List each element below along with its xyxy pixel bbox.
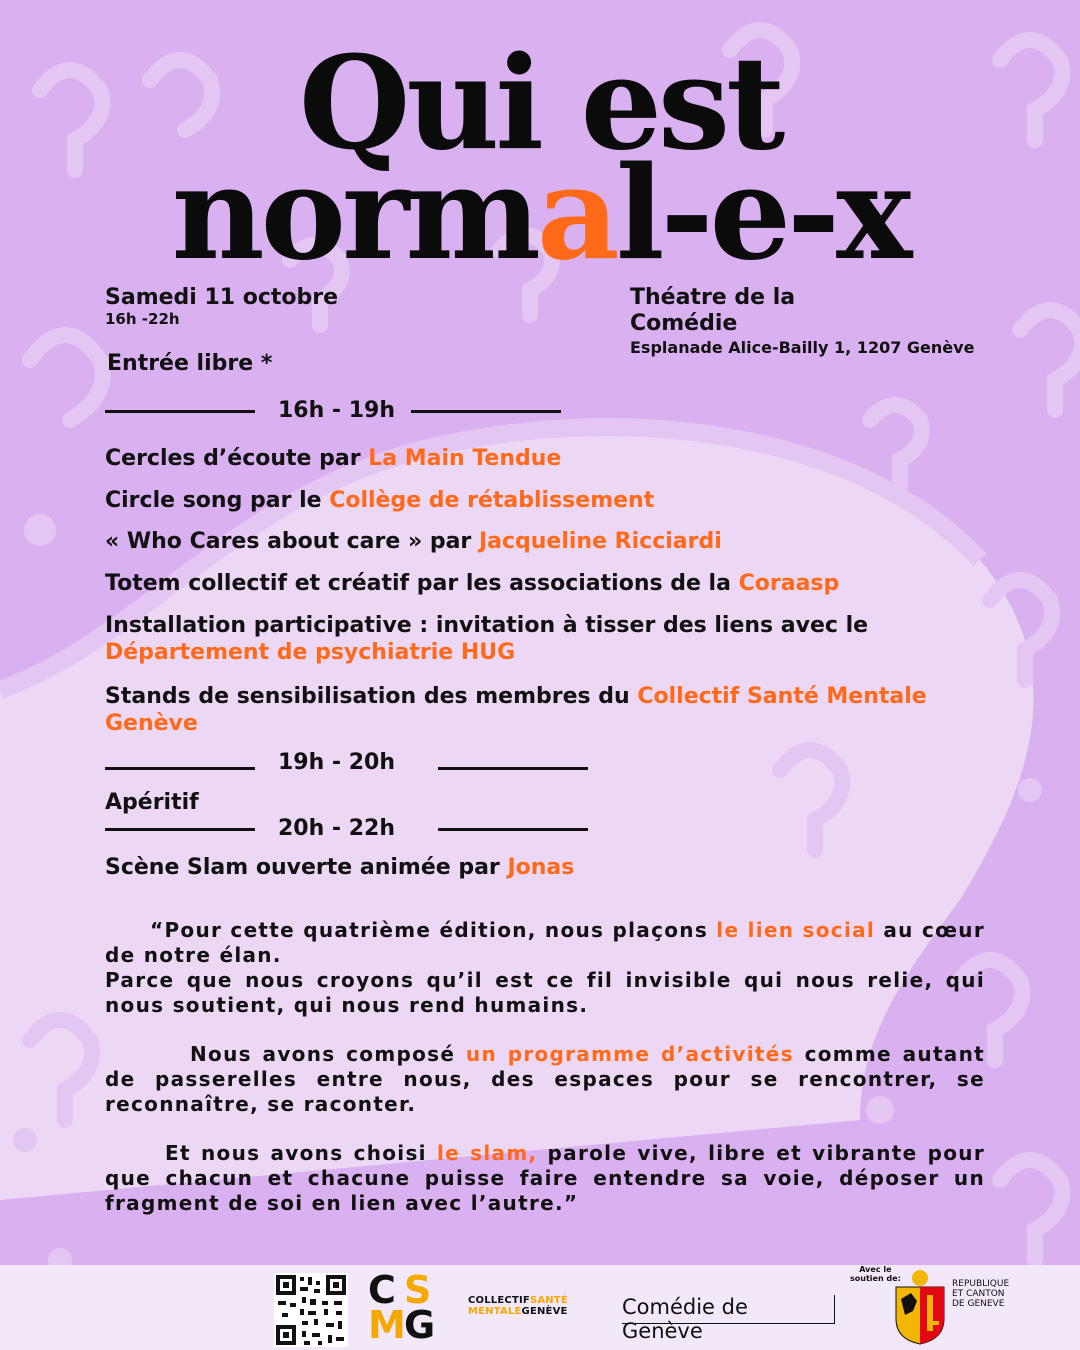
csmg-logo	[368, 1268, 438, 1347]
program-text: « Who Cares about care » par	[105, 529, 479, 554]
title-line-1: Qui est	[298, 29, 782, 179]
divider-line	[105, 828, 255, 831]
venue-address: Esplanade Alice-Bailly 1, 1207 Genève	[630, 338, 975, 357]
aperitif: Apéritif	[105, 790, 199, 815]
program-organizer: Collectif Santé Mentale Genève	[105, 684, 927, 736]
quote-paragraph-4	[105, 1141, 985, 1216]
wordmark-part: GENÈVE	[521, 1306, 568, 1317]
timeslot-3: 20h - 22h	[278, 816, 396, 841]
slam-item	[105, 854, 985, 881]
program-organizer: Jacqueline Ricciardi	[478, 529, 722, 554]
program-text: Totem collectif et créatif par les associations de la	[105, 571, 739, 596]
program-item	[105, 528, 985, 555]
quote-highlight: le lien social	[716, 918, 876, 942]
quote-paragraph-3	[105, 1042, 985, 1117]
wordmark-part: SANTÉ	[529, 1295, 568, 1306]
divider-line	[105, 410, 255, 413]
collectif-wordmark	[468, 1295, 568, 1317]
geneva-coat-of-arms-icon	[893, 1269, 947, 1345]
event-date: Samedi 11 octobre	[105, 285, 339, 310]
republique-text: REPUBLIQUE	[952, 1279, 1010, 1289]
program-organizer: Collège de rétablissement	[329, 488, 655, 513]
quote-text: au cœur de notre élan.	[105, 918, 985, 967]
timeslot-2: 19h - 20h	[278, 750, 396, 775]
support-text: soutien de:	[850, 1274, 901, 1283]
support-text: Avec le	[859, 1265, 892, 1274]
csmg-letter-m: M	[368, 1303, 406, 1347]
quote-text: “Pour cette quatrième édition, nous plaçons	[150, 918, 717, 942]
qr-code-icon[interactable]	[274, 1273, 348, 1347]
program-text: Scène Slam ouverte animée par	[105, 855, 508, 880]
venue-line-2: Comédie	[630, 311, 738, 336]
title-part-norm: norm	[171, 139, 537, 289]
divider-line	[105, 767, 255, 770]
title-part-lex: l-e-x	[615, 139, 909, 289]
comedie-wordmark: Comédie de Genève	[622, 1295, 748, 1343]
quote-paragraph-1	[105, 918, 985, 968]
quote-text: parole vive, libre et vibrante pour que chacun et chacune puisse faire entendre sa voie, déposer un fragment de soi en lien avec l’autre.”	[105, 1141, 985, 1215]
event-hours: 16h -22h	[105, 310, 180, 328]
quote-paragraph-2: Parce que nous croyons qu’il est ce fil invisible qui nous relie, qui nous soutient, qui nous rend humains.	[105, 968, 985, 1017]
quote-highlight: le slam,	[436, 1141, 538, 1165]
program-item	[105, 570, 985, 597]
csmg-letter-g: G	[404, 1303, 436, 1347]
footer-logo-bar	[0, 1265, 1080, 1350]
program-item	[105, 487, 985, 514]
event-entry: Entrée libre *	[107, 351, 273, 376]
quote-text: Nous avons composé	[190, 1042, 466, 1066]
program-organizer: Département de psychiatrie HUG	[105, 640, 516, 665]
divider-line	[411, 410, 561, 413]
republique-text: ET CANTON	[952, 1289, 1005, 1299]
program-text: Cercles d’écoute par	[105, 446, 369, 471]
divider-line	[438, 767, 588, 770]
program-text: Circle song par le	[105, 488, 330, 513]
timeslot-1: 16h - 19h	[278, 398, 396, 423]
program-item	[105, 683, 985, 737]
republique-label	[952, 1279, 1009, 1309]
venue-line-1: Théatre de la	[630, 285, 796, 310]
divider-line	[438, 828, 588, 831]
republique-text: DE GENEVE	[952, 1299, 1005, 1309]
program-item	[105, 612, 985, 666]
quote-text: Et nous avons choisi	[165, 1141, 437, 1165]
title-line-2	[0, 139, 1080, 289]
title-accent-letter: a	[536, 139, 616, 289]
quote-highlight: un programme d’activités	[465, 1042, 794, 1066]
program-item	[105, 445, 985, 472]
program-organizer: Coraasp	[738, 571, 840, 596]
program-organizer: La Main Tendue	[368, 446, 562, 471]
csmg-letter-s: S	[404, 1268, 432, 1312]
wordmark-part: MENTALE	[468, 1306, 522, 1317]
quote-text: comme autant de passerelles entre nous, des espaces pour se rencontrer, se reconnaître, se raconter.	[105, 1042, 985, 1116]
program-organizer: Jonas	[507, 855, 575, 880]
comedie-logo	[622, 1295, 835, 1343]
wordmark-part: COLLECTIF	[468, 1295, 530, 1306]
csmg-letter-c: C	[368, 1268, 396, 1312]
program-text: Stands de sensibilisation des membres du	[105, 684, 638, 709]
program-text: Installation participative : invitation à tisser des liens avec le	[105, 613, 869, 638]
